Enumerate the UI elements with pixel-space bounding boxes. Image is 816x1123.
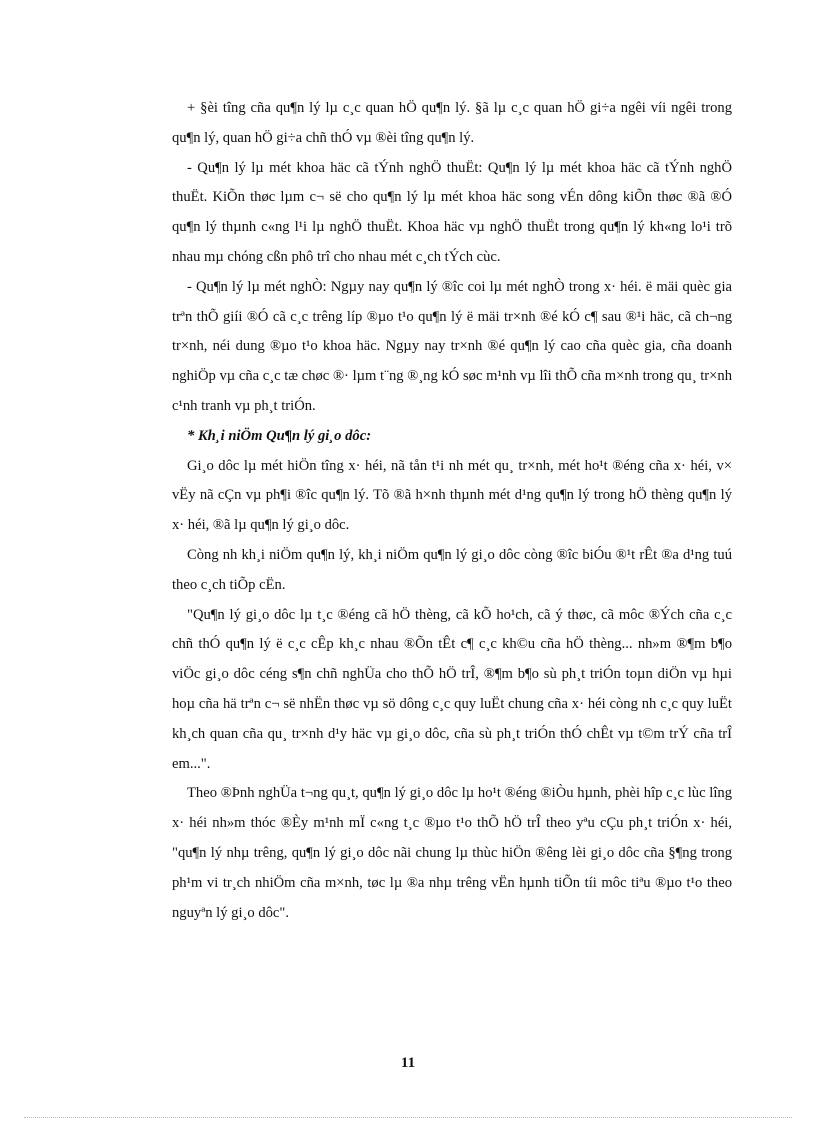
footer-divider [24, 1117, 792, 1118]
paragraph: + §èi tîng cña qu¶n lý lµ c¸c quan hÖ qu¶n lý. §ã lµ c¸c quan hÖ gi÷a ngêi víi ngêi trong qu¶n lý, quan hÖ gi÷a chñ thÓ vµ ®èi tîng qu¶n lý. [172, 100, 732, 146]
paragraph: "Qu¶n lý gi¸o dôc lµ t¸c ®éng cã hÖ thèng, cã kÕ ho¹ch, cã ý thøc, cã môc ®Ých cña c¸c chñ thÓ qu¶n lý ë c¸c cÊp kh¸c nhau ®Õn tÊt c¶ c¸c kh©u cña hÖ thèng... nh»m ®¶m b¶o viÖc gi¸o dôc céng s¶n chñ nghÜa cho thÕ hÖ trÎ, ®¶m b¶o sù ph¸t triÓn toµn diÖn vµ hµi hoµ cña hä trªn c¬ së nhËn thøc vµ sö dông c¸c quy luËt chung cña x· héi còng nh c¸c quy luËt kh¸ch quan cña qu¸ tr×nh d¹y häc vµ gi¸o dôc, cña sù ph¸t triÓn thÓ chÊt vµ t©m trÝ cña trÎ em...". [172, 606, 732, 772]
paragraph: Gi¸o dôc lµ mét hiÖn tîng x· héi, nã tån t¹i nh mét qu¸ tr×nh, mét ho¹t ®éng cña x· héi, v× vËy nã cÇn vµ ph¶i ®îc qu¶n lý. Tõ ®ã h×nh thµnh mét d¹ng qu¶n lý trong hÖ thèng qu¶n lý x· héi, ®ã lµ qu¶n lý gi¸o dôc. [172, 457, 732, 534]
section-heading: * Kh¸i niÖm Qu¶n lý gi¸o dôc: [187, 427, 372, 444]
paragraph: - Qu¶n lý lµ mét nghÒ: Ngµy nay qu¶n lý ®îc coi lµ mét nghÒ trong x· héi. ë mäi quèc gia trªn thÕ giíi ®Ó cã c¸c trêng líp ®µo t¹o qu¶n lý ë mäi tr×nh ®é kÓ c¶ sau ®¹i häc, cã ch¬ng tr×nh, néi dung ®µo t¹o khoa häc. Ngµy nay tr×nh ®é qu¶n lý cao cña quèc gia, cña doanh nghiÖp vµ cña c¸c tæ chøc ®· lµm t¨ng ®¸ng kÓ søc m¹nh vµ lîi thÕ cña m×nh trong qu¸ tr×nh c¹nh tranh vµ ph¸t triÓn. [172, 278, 732, 414]
paragraph: - Qu¶n lý lµ mét khoa häc cã tÝnh nghÖ thuËt: Qu¶n lý lµ mét khoa häc cã tÝnh nghÖ thuËt. KiÕn thøc lµm c¬ së cho qu¶n lý lµ mét khoa häc song vÉn dông kiÕn thøc ®ã ®Ó qu¶n lý thµnh c«ng l¹i lµ nghÖ thuËt. Khoa häc vµ nghÖ thuËt trong qu¶n lý kh«ng lo¹i trõ nhau mµ chóng cßn phô trî cho nhau mét c¸ch tÝch cùc. [172, 159, 732, 265]
paragraph: Còng nh kh¸i niÖm qu¶n lý, kh¸i niÖm qu¶n lý gi¸o dôc còng ®îc biÓu ®¹t rÊt ®a d¹ng tuú theo c¸ch tiÕp cËn. [172, 546, 732, 593]
page-number: 11 [400, 1055, 416, 1071]
body-text [172, 94, 732, 928]
paragraph: Theo ®Þnh nghÜa t¬ng qu¸t, qu¶n lý gi¸o dôc lµ ho¹t ®éng ®iÒu hµnh, phèi hîp c¸c lùc lîng x· héi nh»m thóc ®Èy m¹nh mÏ c«ng t¸c ®µo t¹o thÕ hÖ trÎ theo yªu cÇu ph¸t triÓn x· héi, "qu¶n lý nhµ trêng, qu¶n lý gi¸o dôc nãi chung lµ thùc hiÖn ®êng lèi gi¸o dôc cña §¶ng trong ph¹m vi tr¸ch nhiÖm cña m×nh, tøc lµ ®a nhµ trêng vËn hµnh tiÕn tíi môc tiªu ®µo t¹o theo nguyªn lý gi¸o dôc". [172, 785, 732, 921]
